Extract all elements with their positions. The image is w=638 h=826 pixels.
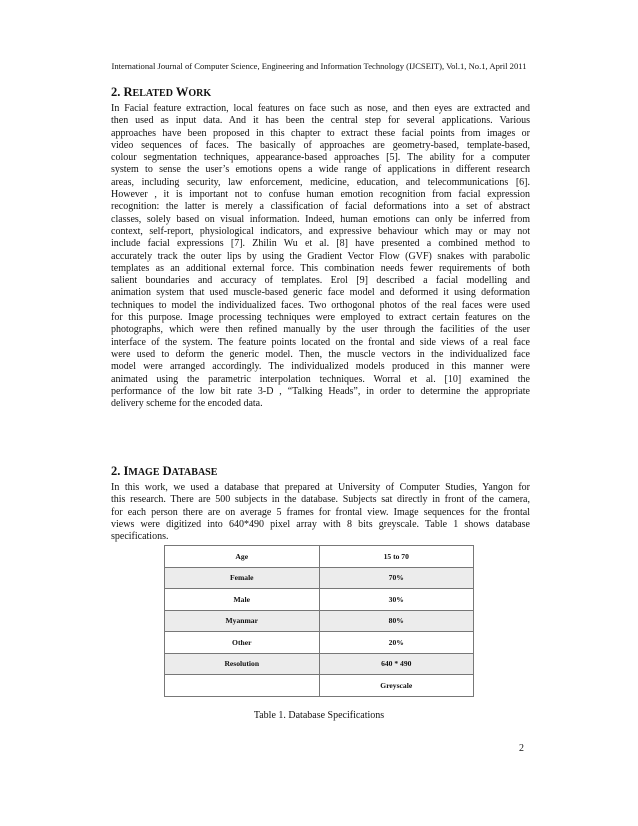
table-row <box>165 546 474 568</box>
paragraph-line: In Facial feature extraction, local features on face such as nose, and then eyes are extracted and <box>111 103 530 114</box>
paragraph-line: include facial expressions [7]. Zhilin Wu et al. [8] have presented a combined method to <box>111 238 530 250</box>
table-row <box>165 589 474 611</box>
paragraph-line: areas, including security, law enforcement, medicine, education, and telecommunications [6]. <box>111 176 530 188</box>
table-row <box>165 610 474 632</box>
table-row <box>165 653 474 675</box>
paragraph-line: for each person there are on average 5 frames for frontal view. Image sequences for the frontal <box>111 506 530 518</box>
paragraph-line: approaches have been proposed in this chapter to extract these facial points from images or <box>111 127 530 139</box>
table-cell-label: Other <box>165 632 320 654</box>
table-cell-value: 15 to 70 <box>319 546 474 568</box>
table-cell-label: Age <box>165 546 320 568</box>
table-row <box>165 632 474 654</box>
paragraph-line: model were arranged accordingly. The individualized models produced in this manner were <box>111 361 530 373</box>
paragraph-line: context, self-report, physiological indicators, and expressive behaviour which may or may not <box>111 225 530 237</box>
paragraph-line: colour segmentation techniques, appearance-based approaches [5]. The ability for a computer <box>111 152 530 164</box>
paragraph-line: delivery scheme for the encoded data. <box>111 398 263 410</box>
paragraph-line: performance of the low bit rate 3-D , “Talking Heads”, in order to determine the appropriate <box>111 385 530 397</box>
table-cell-label: Myanmar <box>165 610 320 632</box>
section-heading-related-work: 2. RELATED WORK <box>111 85 212 99</box>
table-cell-value: 640 * 490 <box>319 653 474 675</box>
paragraph-line: were used to deform the generic model. Then, the muscle vectors in the individualized face <box>111 348 530 360</box>
table-cell-value: Greyscale <box>319 675 474 697</box>
paragraph-line: interface of the system. The feature points located on the frontal and side views of a real face <box>111 336 530 348</box>
related-work-paragraph <box>111 103 530 410</box>
paragraph-line: recognition: the latter is merely a classification of facial deformations into a set of abstract <box>111 201 530 213</box>
paragraph-line: views were digitized into 640*490 pixel array with 8 bits greyscale. Table 1 shows database <box>111 518 530 530</box>
paragraph-line: for this purpose. Image processing techniques were employed to extract certain features on the <box>111 312 530 324</box>
table-cell-label <box>165 675 320 697</box>
journal-header: International Journal of Computer Science, Engineering and Information Technology (IJCSEIT), Vol.1, No.1, April 2011 <box>111 61 527 71</box>
paragraph-line: In this work, we used a database that prepared at University of Computer Studies, Yangon for <box>111 482 530 493</box>
table-cell-value: 80% <box>319 610 474 632</box>
paragraph-line: templates as an additional external force. This combination needs fewer requirements of both <box>111 262 530 274</box>
table-caption: Table 1. Database Specifications <box>253 710 385 721</box>
paragraph-line: video sequences of faces. The basically of approaches are geometry-based, template-based, <box>111 139 530 151</box>
paragraph-line: However , it is important not to confuse human emotion recognition from facial expression <box>111 189 530 201</box>
table-cell-value: 70% <box>319 567 474 589</box>
paragraph-line: specifications. <box>111 531 169 543</box>
paragraph-line: system to sense the user’s emotions opens a wide range of applications in different research <box>111 164 530 176</box>
paragraph-line: animation system that used muscle-based generic face model and deformed it using deformation <box>111 287 530 299</box>
paragraph-line: this research. There are 500 subjects in the database. Subjects sat directly in front of the camera, <box>111 494 530 506</box>
database-specifications-table <box>164 545 474 697</box>
image-database-paragraph <box>111 482 530 543</box>
paragraph-line: classes, solely based on visual information. Indeed, human emotions can only be inferred from <box>111 213 530 225</box>
table-cell-value: 20% <box>319 632 474 654</box>
table-row <box>165 675 474 697</box>
paragraph-line: accurately track the outer lips by using the Gradient Vector Flow (GVF) snakes with parabolic <box>111 250 530 262</box>
paragraph-line: photographs, which were then refined manually by the user through the facilities of the user <box>111 324 530 336</box>
table-cell-label: Male <box>165 589 320 611</box>
paragraph-line: animated using the parametric interpolation techniques. Worral et al. [10] examined the <box>111 373 530 385</box>
page-number: 2 <box>519 743 524 754</box>
table-cell-label: Resolution <box>165 653 320 675</box>
table-cell-value: 30% <box>319 589 474 611</box>
paragraph-line: techniques to model the individualized faces. Two orthogonal photos of the real faces were used <box>111 299 530 311</box>
paragraph-line: salient boundaries and accuracy of templates. Erol [9] described a facial modelling and <box>111 275 530 287</box>
table-cell-label: Female <box>165 567 320 589</box>
paragraph-line: then used as input data. And it has been the central step for several applications. Various <box>111 115 530 127</box>
section-heading-image-database: 2. IMAGE DATABASE <box>111 464 218 478</box>
table-row <box>165 567 474 589</box>
